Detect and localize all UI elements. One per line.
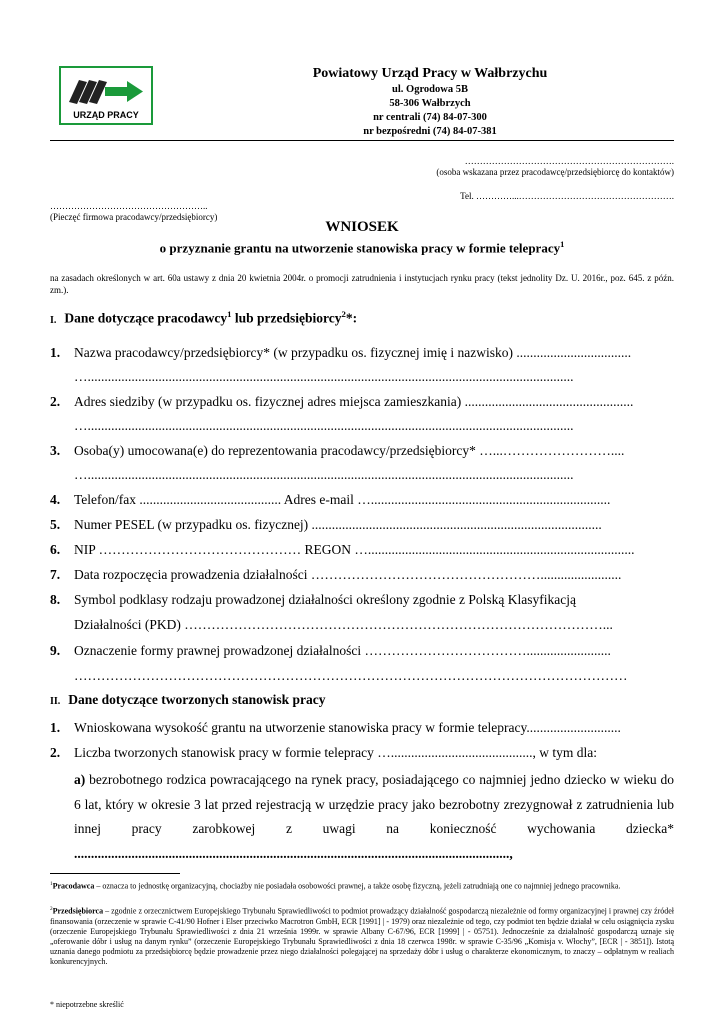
section-2-heading: II. Dane dotyczące tworzonych stanowisk pracy — [50, 692, 326, 707]
stamp-caption: (Pieczęć firmowa pracodawcy/przedsiębiorcy) — [50, 212, 218, 222]
office-city: 58-306 Wałbrzych — [389, 98, 471, 109]
footnote-2: $^2$Przedsiębiorca – zgodnie z orzecznictwem Europejskiego Trybunału Sprawiedliwości to podmiot prowadzący działalność gospodarczą niezależnie od formy organizacyjnej i prawnej czy źródeł finansowania (orzeczenie w sprawie C-41/90 Hofner i Elser przeciwko Macrotron GmbH, ECR [1991] | - 1979) oraz niezależnie od tego, czy podmiot ten będzie działał w celu osiągnięcia zysku (orzeczenie Europejskiego Trybunału Sprawiedliwości z dnia 21 września 1999r. w sprawie Albany C-67/96, ECR [1999] | - 05751). Jednocześnie za działalność gospodarczą uznaje się „oferowanie dóbr i usług na danym rynku” (orzeczenie Europejskiego Trybunału Sprawiedliwości z dnia 18 czerwca 1998r. w sprawie C-35/96 „Komisja v. Włochy”, [ECR | - 3851]). Istotą uznania danego podmiotu za przedsiębiorcę będzie prowadzenie przez niego działalności polegającej na sprzedaży dóbr i usług o charakterze ekonomicznym, to znaczy – odpłatnym w realiach konkurencyjnych. — [50, 906, 674, 966]
logo-text: URZĄD PRACY — [73, 110, 139, 120]
contact-person-field[interactable]: ……………………………………………………………. — [464, 156, 674, 166]
footnote-note: * niepotrzebne skreślić — [50, 1000, 124, 1009]
footnote-1: $^1$Pracodawca – oznacza to jednostkę organizacyjną, chociażby nie posiadała osobowości prawnej, a także osobę fizyczną, jeżeli zatrudniają one co najmniej jednego pracownika. — [50, 881, 621, 891]
field-3-representative[interactable]: 3. Osoba(y) umocowana(e) do reprezentowania pracodawcy/przedsiębiorcy* …...…………………….... — [50, 443, 625, 458]
field-2-address[interactable]: 2. Adres siedziby (w przypadku os. fizycznej adres miejsca zamieszkania) .................................................. — [50, 394, 634, 409]
contact-person-caption: (osoba wskazana przez pracodawcę/przedsiębiorcę do kontaktów) — [436, 167, 674, 177]
field-6-nip-regon[interactable]: 6. NIP ……………………………………… REGON …............................................................................... — [50, 542, 635, 557]
form-title — [50, 218, 674, 256]
field-2-cont[interactable]: …................................................................................................................................................ — [74, 418, 574, 433]
form-subtitle: o przyznanie grantu na utworzenie stanowiska pracy w formie telepracy$^1$ — [159, 239, 565, 256]
field-1-name[interactable]: 1. Nazwa pracodawcy/przedsiębiorcy* (w przypadku os. fizycznej imię i nazwisko) .................................. — [50, 345, 632, 360]
form-title-main: WNIOSEK — [325, 219, 399, 235]
field-4-phone-email[interactable]: 4. Telefon/fax .......................................... Adres e-mail …....................................................................... — [50, 492, 611, 507]
header-divider — [50, 140, 674, 141]
field-7-start-date[interactable]: 7. Data rozpoczęcia prowadzenia działalności ……………………………………………........................ — [50, 567, 622, 582]
field-5-pesel[interactable]: 5. Numer PESEL (w przypadku os. fizycznej) ...................................................................................... — [50, 517, 602, 532]
field-3-cont[interactable]: …................................................................................................................................................ — [74, 467, 574, 482]
field-1-cont[interactable]: …................................................................................................................................................ — [74, 369, 574, 384]
office-name: Powiatowy Urząd Pracy w Wałbrzychu — [312, 66, 548, 81]
stamp-field[interactable]: …………………………………………….. — [50, 201, 208, 211]
field-positions-count[interactable]: 2. Liczba tworzonych stanowisk pracy w formie telepracy ….........................................., w tym dla: — [50, 745, 597, 760]
legal-basis: na zasadach określonych w art. 60a ustawy z dnia 20 kwietnia 2004r. o promocji zatrudnienia i instytucjach rynku pracy (tekst jednolity Dz. U. 2016r., poz. 645. z późn. zm.). — [50, 273, 674, 295]
field-grant-amount[interactable]: 1. Wnioskowana wysokość grantu na utworzenie stanowiska pracy w formie telepracy............................ — [50, 720, 621, 735]
contact-tel-field[interactable]: Tel. …………...……………………………………………. — [460, 191, 674, 201]
section-1-heading: I. Dane dotyczące pracodawcy$^1$ lub przedsiębiorcy$^2$*: — [50, 309, 358, 326]
office-phone-direct: nr bezpośredni (74) 84-07-381 — [363, 126, 497, 137]
field-9-legal-form[interactable]: 9. Oznaczenie formy prawnej prowadzonej działalności ………………………………......................... — [50, 643, 611, 658]
field-8-cont[interactable]: Działalności (PKD) …………………………………………………………………………………... — [74, 617, 613, 632]
office-phone-main: nr centrali (74) 84-07-300 — [373, 112, 487, 123]
field-9-cont[interactable]: …………………………………………………………………………………………………………… — [74, 668, 628, 683]
office-street: ul. Ogrodowa 5B — [392, 84, 468, 95]
footnote-divider — [50, 873, 180, 874]
office-header — [230, 65, 630, 139]
field-8-pkd[interactable]: 8. Symbol podklasy rodzaju prowadzonej działalności określony zgodnie z Polską Klasyfikacją — [50, 592, 576, 607]
urzad-pracy-logo — [59, 66, 153, 125]
logo-graphic-icon — [61, 72, 151, 110]
field-2a-parent[interactable]: a) bezrobotnego rodzica powracającego na rynek pracy, posiadającego co najmniej jedno dziecko w wieku do 6 lat, który w okresie 3 lat przed rejestracją w urzędzie pracy jako bezrobotny zrezygnował z zatrudnienia lub innej pracy zarobkowej z uwagi na konieczność wychowania dziecka* ................................................................................................................................., — [74, 772, 674, 861]
